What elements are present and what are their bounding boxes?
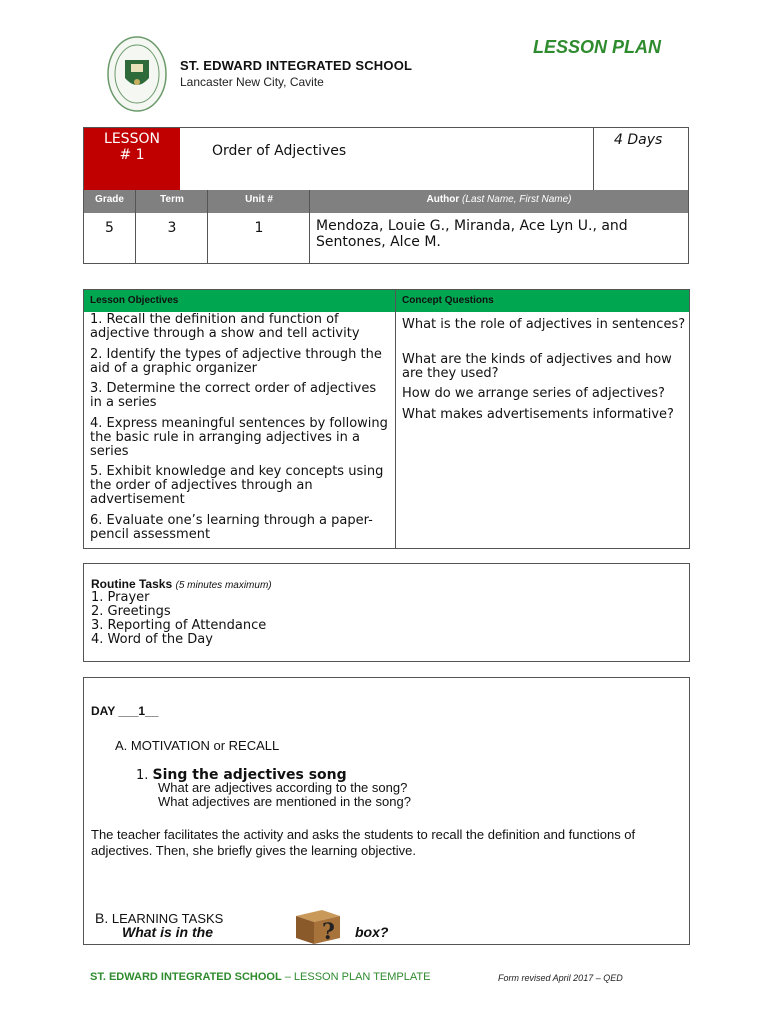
- author-value: Mendoza, Louie G., Miranda, Ace Lyn U., and Sentones, Alce M.: [316, 218, 628, 250]
- unit-value: 1: [254, 220, 264, 236]
- objective-item: 6. Evaluate one’s learning through a paper-pencil assessment: [90, 513, 373, 542]
- objective-item: 1. Recall the definition and function of adjective through a show and tell activity: [90, 312, 360, 341]
- objective-item: 2. Identify the types of adjective through the aid of a graphic organizer: [90, 347, 382, 376]
- concept-question: What are the kinds of adjectives and how are they used?: [402, 352, 672, 381]
- concept-question: How do we arrange series of adjectives?: [402, 386, 665, 401]
- question-box-icon: [292, 906, 344, 946]
- objectives-table: [83, 289, 690, 549]
- school-address: Lancaster New City, Cavite: [180, 75, 324, 89]
- concept-question: What is the role of adjectives in sentences?: [402, 317, 686, 332]
- grade-value: 5: [105, 220, 114, 236]
- school-name: ST. EDWARD INTEGRATED SCHOOL: [180, 58, 413, 73]
- footer-revision: Form revised April 2017 – QED: [498, 973, 623, 983]
- routine-item: 4. Word of the Day: [91, 632, 213, 647]
- school-seal-icon: [107, 36, 167, 112]
- lesson-number-cell: [84, 128, 180, 190]
- routine-title-label: Routine Tasks: [91, 577, 173, 591]
- section-b-letter: B.: [95, 910, 109, 926]
- objectives-header-row: [84, 290, 689, 312]
- routine-item: 3. Reporting of Attendance: [91, 618, 267, 633]
- divider: [593, 128, 594, 190]
- box-prompt-start: What is in the: [122, 924, 213, 940]
- author-header: [310, 194, 688, 205]
- activity-question: What adjectives are mentioned in the song?: [158, 794, 411, 809]
- objective-item: 4. Express meaningful sentences by following the basic rule in arranging adjectives in a series: [90, 416, 388, 459]
- objective-item: 5. Exhibit knowledge and key concepts using the order of adjectives through an advertisement: [90, 464, 384, 507]
- lesson-duration: 4 Days: [614, 132, 663, 148]
- activity-description: The teacher facilitates the activity and asks the students to recall the definition and functions of adjectives. Then, she briefly gives the learning objective.: [91, 827, 636, 858]
- term-value: 3: [167, 220, 177, 236]
- routine-note: (5 minutes maximum): [175, 580, 272, 591]
- routine-item: 1. Prayer: [91, 590, 150, 605]
- divider: [309, 190, 310, 263]
- footer-school: [90, 971, 430, 983]
- activity-number: 1.: [136, 768, 149, 783]
- svg-text:?: ?: [322, 919, 335, 945]
- lesson-topic: Order of Adjectives: [212, 143, 347, 159]
- lesson-info-table: [83, 127, 689, 264]
- lesson-label: LESSON: [104, 131, 160, 147]
- routine-tasks-box: [83, 563, 690, 662]
- document-title: LESSON PLAN: [533, 37, 662, 57]
- objective-item: 3. Determine the correct order of adjectives in a series: [90, 381, 377, 410]
- day-plan-box: [83, 677, 690, 945]
- grade-header: Grade: [95, 194, 124, 205]
- author-header-label: Author: [426, 194, 460, 205]
- box-prompt-end: box?: [355, 924, 389, 940]
- objectives-header: Lesson Objectives: [90, 295, 179, 306]
- day-label: DAY ___1__: [91, 704, 159, 718]
- lesson-meta-header: [84, 190, 688, 213]
- author-header-hint: (Last Name, First Name): [462, 194, 572, 205]
- section-a-heading: A. MOTIVATION or RECALL: [115, 738, 280, 753]
- section-b-label: LEARNING TASKS: [108, 911, 224, 926]
- concepts-header: Concept Questions: [402, 295, 494, 306]
- routine-title: [91, 577, 272, 591]
- footer-template: – LESSON PLAN TEMPLATE: [281, 971, 431, 983]
- activity-name: Sing the adjectives song: [152, 767, 347, 783]
- activity-question: What are adjectives according to the song?: [158, 780, 408, 795]
- unit-header: Unit #: [245, 194, 273, 205]
- divider: [395, 290, 396, 548]
- routine-item: 2. Greetings: [91, 604, 171, 619]
- lesson-number: # 1: [119, 147, 145, 163]
- concept-question: What makes advertisements informative?: [402, 407, 674, 422]
- footer-school-name: ST. EDWARD INTEGRATED SCHOOL: [90, 971, 282, 983]
- term-header: Term: [160, 194, 184, 205]
